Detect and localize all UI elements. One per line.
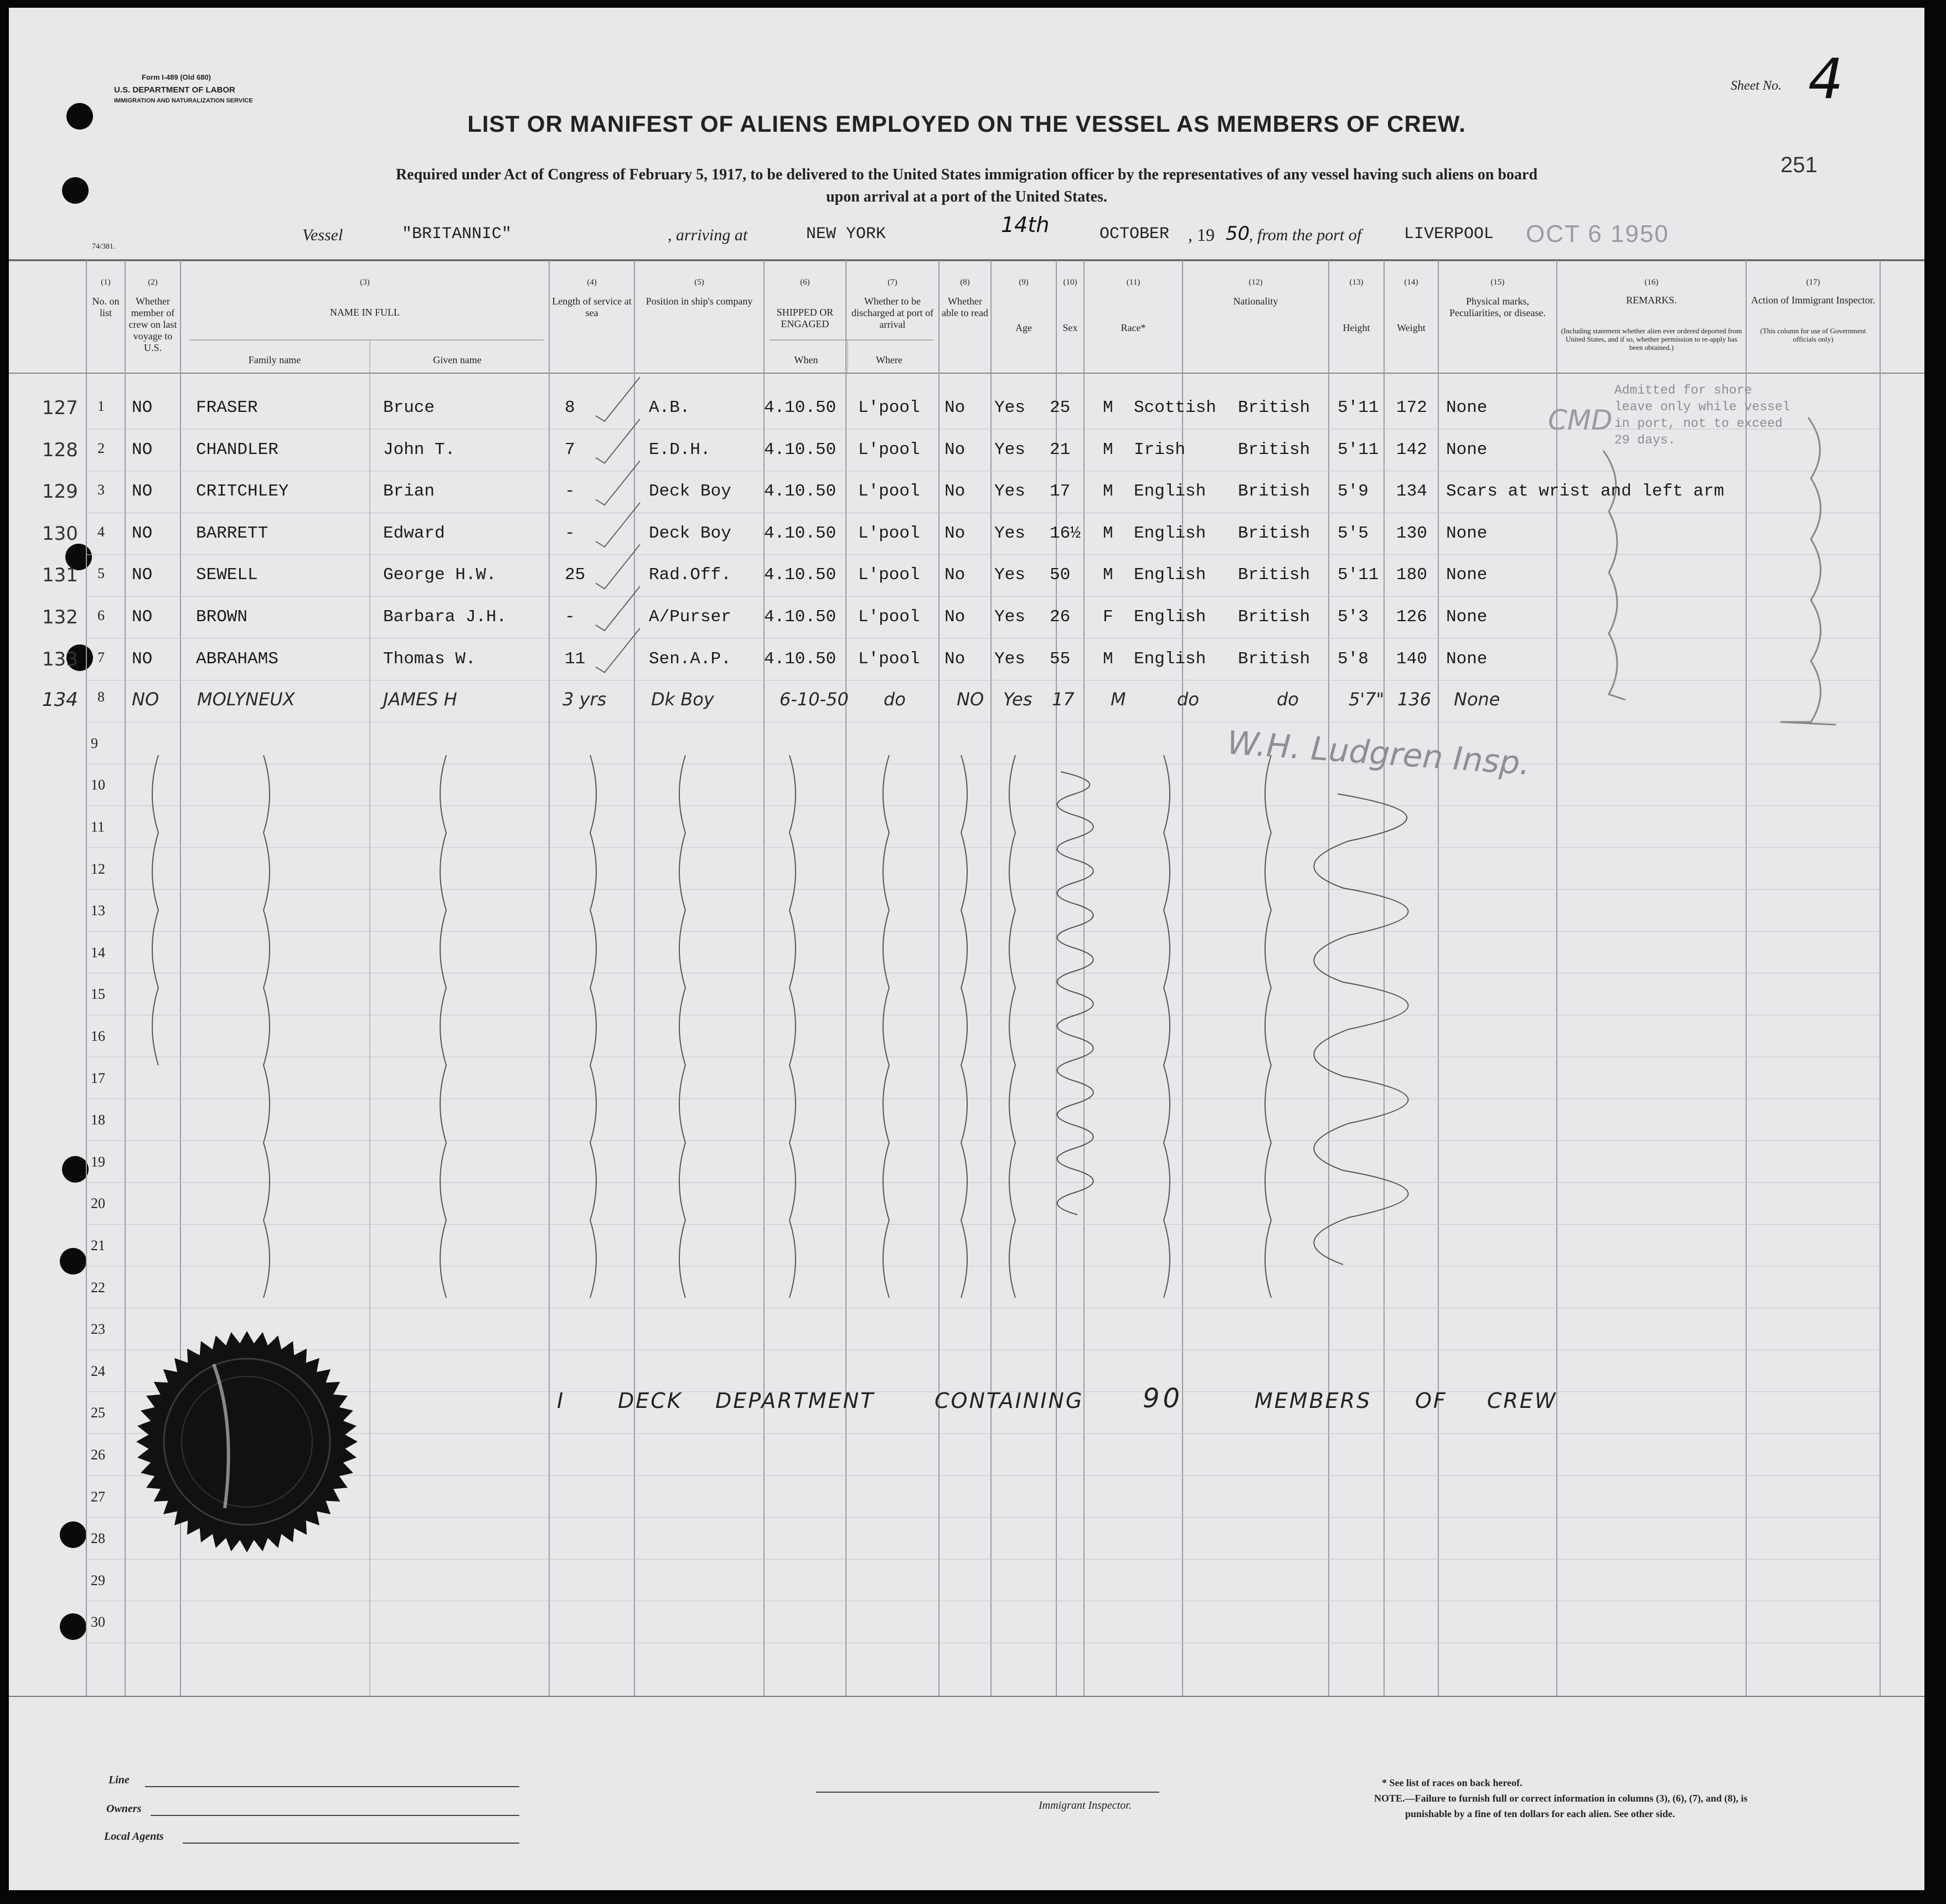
column-number: (2) (148, 278, 158, 287)
row-number: 11 (91, 819, 105, 835)
cell-discharged: No (944, 482, 966, 502)
cell-height: 5'9 (1338, 482, 1369, 502)
cell-last-voyage: NO (132, 607, 153, 627)
row-number: 30 (91, 1614, 105, 1630)
cell-height: 5'11 (1338, 440, 1379, 460)
handwritten-cell-margin: 134 (42, 689, 78, 711)
cell-nationality: British (1238, 440, 1310, 460)
cell-service: - (565, 523, 575, 543)
handwritten-cell-where: do (884, 689, 906, 710)
cell-read: Yes (994, 440, 1025, 460)
manifest-sheet (9, 8, 1924, 1890)
cell-marks: None (1446, 649, 1488, 669)
note-crew-count: 90 (1143, 1383, 1184, 1414)
pencil-ditto-squiggle (1009, 755, 1015, 1298)
cell-given: Thomas W. (383, 649, 476, 669)
column-heading: REMARKS. (1626, 295, 1677, 306)
column-number: (13) (1349, 278, 1364, 287)
cell-age: 17 (1050, 482, 1071, 502)
line-signature-rule (145, 1786, 519, 1787)
cell-service: 8 (565, 398, 575, 417)
cell-marks: None (1446, 565, 1488, 585)
column-number: (4) (587, 278, 597, 287)
cell-where: L'pool (858, 398, 920, 417)
cell-where: L'pool (858, 607, 920, 627)
cell-race: Irish (1134, 440, 1186, 460)
service-name: IMMIGRATION AND NATURALIZATION SERVICE (114, 97, 253, 104)
cell-family: CHANDLER (196, 440, 278, 460)
column-subheading: When (794, 354, 818, 365)
cell-weight: 172 (1396, 398, 1427, 417)
cell-discharged: No (944, 607, 966, 627)
cell-when: 4.10.50 (764, 649, 837, 669)
cell-service: 7 (565, 440, 575, 460)
cell-nationality: British (1238, 607, 1310, 627)
pencil-ditto-squiggle (440, 755, 446, 1298)
column-heading: Action of Immigrant Inspector. (1751, 295, 1875, 306)
column-heading: Sex (1062, 322, 1078, 333)
row-number: 29 (91, 1572, 105, 1588)
cell-nationality: British (1238, 523, 1310, 543)
agents-signature-rule (183, 1843, 519, 1844)
cell-weight: 140 (1396, 649, 1427, 669)
footer-agents-label: Local Agents (104, 1830, 164, 1843)
note-word-members: MEMBERS (1255, 1389, 1372, 1413)
column-number: (6) (800, 278, 810, 287)
cell-sex: F (1103, 607, 1113, 627)
handwritten-cell-when: 6-10-50 (780, 689, 849, 710)
cell-where: L'pool (858, 523, 920, 543)
cell-marks: None (1446, 398, 1488, 417)
row-number: 12 (91, 860, 105, 877)
row-number: 16 (91, 1028, 105, 1044)
cell-where: L'pool (858, 565, 920, 585)
cell-family: SEWELL (196, 565, 258, 585)
cell-last-voyage: NO (132, 482, 153, 502)
remarks-stamp: Admitted for shore leave only while vessel in port, not to exceed 29 days. (1614, 383, 1790, 447)
margin-line-number: 128 (42, 438, 78, 461)
cell-discharged: No (944, 565, 966, 585)
cell-sex: M (1103, 565, 1113, 585)
handwritten-cell-service: 3 yrs (562, 689, 607, 710)
cell-race: English (1134, 607, 1206, 627)
row-number: 8 (97, 689, 105, 705)
note-word-department: DEPARTMENT (715, 1389, 875, 1413)
column-heading: Weight (1397, 322, 1426, 333)
cell-race: English (1134, 523, 1206, 543)
handwritten-cell-read: Yes (1003, 689, 1033, 710)
embossed-seal (131, 1325, 363, 1558)
footer-line-label: Line (109, 1774, 130, 1786)
row-number: 13 (91, 902, 105, 919)
note-word-deck: DECK (618, 1389, 683, 1413)
handwritten-cell-race: do (1177, 689, 1199, 710)
handwritten-cell-age: 17 (1052, 689, 1075, 710)
handwritten-cell-sex: M (1111, 689, 1126, 710)
cell-family: BROWN (196, 607, 248, 627)
cell-given: Edward (383, 523, 445, 543)
cell-sex: M (1103, 649, 1113, 669)
pencil-check-mark (596, 544, 640, 589)
arriving-label: , arriving at (668, 226, 748, 244)
cell-read: Yes (994, 607, 1025, 627)
arrival-port: NEW YORK (806, 225, 886, 244)
form-title: LIST OR MANIFEST OF ALIENS EMPLOYED ON THE VESSEL AS MEMBERS OF CREW. (467, 111, 1466, 137)
sheet-number: 4 (1808, 47, 1844, 111)
cell-read: Yes (994, 565, 1025, 585)
cell-race: English (1134, 649, 1206, 669)
sheet-label: Sheet No. (1731, 79, 1782, 93)
handwritten-cell-family: MOLYNEUX (197, 689, 295, 710)
note-word-containing: CONTAINING (935, 1389, 1084, 1413)
row-number: 17 (91, 1070, 105, 1086)
cell-sex: M (1103, 482, 1113, 502)
row-number: 28 (91, 1530, 105, 1547)
column-heading: Length of service at sea (552, 296, 632, 318)
pencil-ditto-squiggle (152, 755, 158, 1065)
cell-height: 5'8 (1338, 649, 1369, 669)
vessel-label: Vessel (302, 226, 343, 244)
row-number: 3 (97, 482, 105, 498)
cell-height: 5'11 (1338, 398, 1379, 417)
department-name: U.S. DEPARTMENT OF LABOR (114, 85, 235, 95)
column-number: (15) (1490, 278, 1505, 287)
column-heading: Age (1015, 322, 1032, 333)
cell-discharged: No (944, 398, 966, 417)
row-number: 4 (97, 523, 105, 540)
column-heading: No. on list (92, 296, 120, 318)
handwritten-cell-weight: 136 (1397, 689, 1432, 710)
column-heading: NAME IN FULL (330, 307, 400, 318)
cell-last-voyage: NO (132, 649, 153, 669)
cell-age: 21 (1050, 440, 1071, 460)
pencil-ditto-squiggle (789, 755, 796, 1298)
column-heading: Whether able to read (942, 296, 988, 318)
cell-read: Yes (994, 482, 1025, 502)
column-number: (7) (887, 278, 897, 287)
cell-where: L'pool (858, 440, 920, 460)
cell-last-voyage: NO (132, 440, 153, 460)
row-number: 24 (91, 1363, 105, 1379)
cell-family: ABRAHAMS (196, 649, 278, 669)
form-subtitle-line2: upon arrival at a port of the United States. (826, 188, 1107, 205)
handwritten-cell-nationality: do (1277, 689, 1299, 710)
cell-given: John T. (383, 440, 456, 460)
pencil-ditto-squiggle (590, 755, 596, 1298)
column-heading: Whether to be discharged at port of arrival (851, 296, 934, 330)
pencil-ditto-squiggle (1164, 755, 1170, 1298)
cell-sex: M (1103, 440, 1113, 460)
cell-last-voyage: NO (132, 398, 153, 417)
arrival-year: 50 (1226, 223, 1250, 245)
row-number: 7 (97, 649, 105, 665)
cell-family: CRITCHLEY (196, 482, 289, 502)
cell-weight: 180 (1396, 565, 1427, 585)
column-heading: Physical marks, Peculiarities, or disease. (1449, 296, 1546, 318)
cell-sex: M (1103, 398, 1113, 417)
cell-weight: 142 (1396, 440, 1427, 460)
cell-given: George H.W. (383, 565, 497, 585)
note-roman-numeral: I (557, 1389, 564, 1413)
cell-when: 4.10.50 (764, 607, 837, 627)
cell-read: Yes (994, 523, 1025, 543)
cell-nationality: British (1238, 398, 1310, 417)
pencil-ditto-squiggle (264, 755, 270, 1298)
cell-height: 5'11 (1338, 565, 1379, 585)
column-heading: Race* (1121, 322, 1146, 333)
cell-position: Sen.A.P. (649, 649, 731, 669)
cell-given: Barbara J.H. (383, 607, 507, 627)
cell-position: Deck Boy (649, 523, 731, 543)
row-number: 20 (91, 1195, 105, 1212)
pencil-ditto-squiggle (883, 755, 889, 1298)
margin-line-number: 130 (42, 522, 78, 545)
cell-read: Yes (994, 398, 1025, 417)
pencil-ditto-squiggle (1057, 772, 1093, 1215)
cell-age: 25 (1050, 398, 1071, 417)
pencil-ditto-squiggle (961, 755, 967, 1298)
cell-service: 11 (565, 649, 586, 669)
print-code: 74/381. (92, 242, 116, 251)
cell-service: - (565, 607, 575, 627)
from-label: , from the port of (1249, 226, 1362, 244)
inspector-signature-rule (816, 1792, 1159, 1793)
pencil-check-mark (596, 503, 640, 547)
cell-read: Yes (994, 649, 1025, 669)
column-subheading: Family name (248, 354, 301, 365)
cell-race: Scottish (1134, 398, 1216, 417)
form-number: Form I-489 (Old 680) (142, 73, 211, 81)
row-number: 6 (97, 607, 105, 623)
cell-nationality: British (1238, 565, 1310, 585)
margin-line-number: 132 (42, 606, 78, 628)
pencil-check-mark (596, 628, 640, 673)
cell-position: Deck Boy (649, 482, 731, 502)
cell-height: 5'3 (1338, 607, 1369, 627)
note-word-of: OF (1415, 1389, 1447, 1413)
cell-where: L'pool (858, 649, 920, 669)
row-number: 1 (97, 398, 105, 414)
column-number: (10) (1063, 278, 1077, 287)
column-heading: Position in ship's company (646, 296, 753, 307)
cell-when: 4.10.50 (764, 482, 837, 502)
cell-discharged: No (944, 523, 966, 543)
row-number: 22 (91, 1279, 105, 1296)
footer-owners-label: Owners (106, 1803, 142, 1815)
column-number: (17) (1806, 278, 1820, 287)
handwritten-cell-height: 5'7" (1349, 689, 1385, 710)
row-number: 9 (91, 735, 98, 751)
cell-when: 4.10.50 (764, 523, 837, 543)
cell-service: 25 (565, 565, 586, 585)
row-number: 14 (91, 944, 105, 961)
cell-age: 55 (1050, 649, 1071, 669)
cell-given: Brian (383, 482, 435, 502)
cell-race: English (1134, 565, 1206, 585)
cell-weight: 126 (1396, 607, 1427, 627)
margin-line-number: 129 (42, 481, 78, 503)
cell-position: E.D.H. (649, 440, 711, 460)
row-number: 25 (91, 1405, 105, 1421)
note-word-crew: CREW (1487, 1389, 1557, 1413)
row-number: 10 (91, 777, 105, 793)
column-number: (11) (1126, 278, 1140, 287)
column-number: (16) (1644, 278, 1659, 287)
column-number: (3) (360, 278, 370, 287)
cell-discharged: No (944, 440, 966, 460)
pencil-ditto-squiggle (1265, 755, 1271, 1298)
pencil-check-mark (596, 586, 640, 631)
margin-line-number: 133 (42, 648, 78, 670)
cell-marks: Scars at wrist and left arm (1446, 482, 1725, 502)
year-prefix: , 19 (1188, 225, 1215, 245)
row-number: 19 (91, 1153, 105, 1170)
cell-position: A.B. (649, 398, 690, 417)
column-heading: Whether member of crew on last voyage to U.S. (128, 296, 177, 353)
column-number: (14) (1404, 278, 1418, 287)
cell-when: 4.10.50 (764, 565, 837, 585)
inspector-label: Immigrant Inspector. (1039, 1799, 1132, 1812)
cell-height: 5'5 (1338, 523, 1369, 543)
column-number: (1) (101, 278, 111, 287)
fine-note-line2: punishable by a fine of ten dollars for each alien. See other side. (1405, 1808, 1675, 1819)
fine-note-line1: NOTE.—Failure to furnish full or correct information in columns (3), (6), (7), and (8), is (1374, 1793, 1748, 1804)
races-note: * See list of races on back hereof. (1382, 1777, 1522, 1788)
cell-marks: None (1446, 440, 1488, 460)
form-subtitle-line1: Required under Act of Congress of February 5, 1917, to be delivered to the United States immigration officer by the representatives of any vessel having such aliens on board (395, 166, 1538, 183)
cell-age: 50 (1050, 565, 1071, 585)
arrival-day: 14th (1001, 213, 1050, 237)
pencil-check-mark (596, 377, 640, 421)
handwritten-cell-given: JAMES H (383, 689, 457, 710)
pencil-check-mark (596, 461, 640, 505)
handwritten-cell-last-voyage: NO (132, 689, 159, 710)
pencil-ditto-squiggle (679, 755, 685, 1298)
row-number: 18 (91, 1112, 105, 1128)
handwritten-cell-discharged: NO (957, 689, 984, 710)
cell-when: 4.10.50 (764, 398, 837, 417)
margin-line-number: 131 (42, 564, 78, 587)
cell-when: 4.10.50 (764, 440, 837, 460)
row-number: 2 (97, 440, 105, 456)
arrival-month: OCTOBER (1100, 225, 1170, 244)
column-heading: Height (1343, 322, 1370, 333)
column-heading-note: (This column for use of Government officials only) (1760, 327, 1866, 343)
cell-race: English (1134, 482, 1206, 502)
cell-age: 16½ (1050, 523, 1081, 543)
owners-signature-rule (151, 1815, 519, 1816)
remarks-ditto-squiggle (1780, 417, 1836, 725)
page-number: 251 (1780, 153, 1818, 177)
row-number: 21 (91, 1237, 105, 1253)
column-number: (9) (1019, 278, 1029, 287)
row-number: 5 (97, 565, 105, 582)
handwritten-cell-marks: None (1454, 689, 1500, 710)
column-number: (12) (1248, 278, 1263, 287)
column-number: (8) (960, 278, 970, 287)
cell-age: 26 (1050, 607, 1071, 627)
pencil-ditto-squiggle (1314, 794, 1408, 1265)
row-number: 26 (91, 1447, 105, 1463)
cell-position: Rad.Off. (649, 565, 731, 585)
cell-weight: 134 (1396, 482, 1427, 502)
column-subheading: Given name (433, 354, 482, 365)
margin-line-number: 127 (42, 397, 78, 419)
column-heading: Nationality (1233, 296, 1278, 307)
remarks-initials: CMD (1548, 404, 1613, 436)
cell-weight: 130 (1396, 523, 1427, 543)
inspector-signature: W.H. Ludgren Insp. (1226, 723, 1532, 783)
cell-sex: M (1103, 523, 1113, 543)
received-date-stamp: OCT 6 1950 (1526, 220, 1669, 247)
vessel-name: "BRITANNIC" (402, 225, 512, 244)
cell-position: A/Purser (649, 607, 731, 627)
cell-nationality: British (1238, 482, 1310, 502)
cell-last-voyage: NO (132, 523, 153, 543)
departure-port: LIVERPOOL (1404, 225, 1494, 244)
cell-where: L'pool (858, 482, 920, 502)
cell-discharged: No (944, 649, 966, 669)
cell-family: BARRETT (196, 523, 269, 543)
column-number: (5) (694, 278, 704, 287)
manifest-grid (9, 8, 1924, 1890)
column-subheading: Where (876, 354, 902, 365)
cell-given: Bruce (383, 398, 435, 417)
column-heading: SHIPPED OR ENGAGED (776, 307, 834, 329)
row-number: 15 (91, 986, 105, 1003)
column-heading-note: (Including statement whether alien ever ordered deported from United States, and if so, whether permission to re-apply has been obtained.) (1561, 327, 1742, 352)
cell-marks: None (1446, 523, 1488, 543)
row-number: 27 (91, 1488, 105, 1505)
handwritten-cell-position: Dk Boy (651, 689, 714, 710)
cell-last-voyage: NO (132, 565, 153, 585)
cell-nationality: British (1238, 649, 1310, 669)
cell-family: FRASER (196, 398, 258, 417)
cell-service: - (565, 482, 575, 502)
cell-marks: None (1446, 607, 1488, 627)
row-number: 23 (91, 1321, 105, 1338)
pencil-check-mark (596, 419, 640, 463)
